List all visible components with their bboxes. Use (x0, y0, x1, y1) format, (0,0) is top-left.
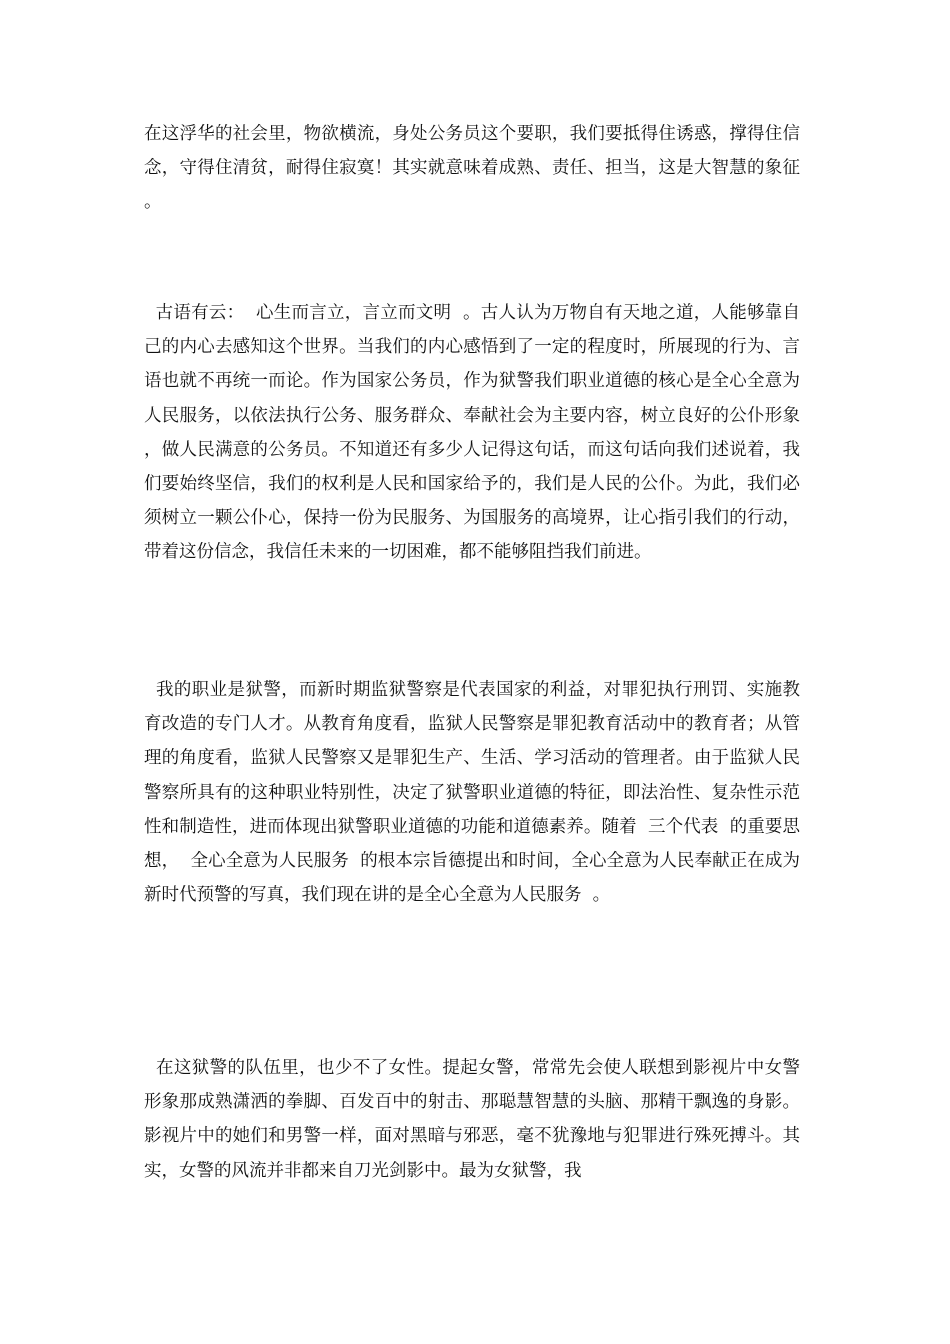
paragraph-ancient-saying: 古语有云： 心生而言立，言立而文明 。古人认为万物自有天地之道，人能够靠自己的内心去感知这个世界。当我们的内心感悟到了一定的程度时，所展现的行为、言语也就不再统一而论。作为国家公务员，作为狱警我们职业道德的核心是全心全意为人民服务，以依法执行公务、服务群众、奉献社会为主要内容，树立良好的公仆形象，做人民满意的公务员。不知道还有多少人记得这句话，而这句话向我们述说着，我们要始终坚信，我们的权利是人民和国家给予的，我们是人民的公仆。为此，我们必须树立一颗公仆心，保持一份为民服务、为国服务的高境界，让心指引我们的行动，带着这份信念，我信任未来的一切困难，都不能够阻挡我们前进。 (144, 303, 800, 563)
paragraph-temptation: 在这浮华的社会里，物欲横流，身处公务员这个要职，我们要抵得住诱惑，撑得住信念，守得住清贫，耐得住寂寞！其实就意味着成熟、责任、担当，这是大智慧的象征。 (144, 124, 800, 213)
paragraph-female-officers: 在这狱警的队伍里，也少不了女性。提起女警，常常先会使人联想到影视片中女警形象那成熟潇洒的拳脚、百发百中的射击、那聪慧智慧的头脑、那精干飘逸的身影。影视片中的她们和男警一样，面对黑暗与邪恶，毫不犹豫地与犯罪进行殊死搏斗。其实，女警的风流并非都来自刀光剑影中。最为女狱警，我 (144, 1058, 800, 1181)
paragraph-prison-officer-profession: 我的职业是狱警，而新时期监狱警察是代表国家的利益，对罪犯执行刑罚、实施教育改造的专门人才。从教育角度看，监狱人民警察是罪犯教育活动中的教育者；从管理的角度看，监狱人民警察又是罪犯生产、生活、学习活动的管理者。由于监狱人民警察所具有的这种职业特别性，决定了狱警职业道德的特征，即法治性、复杂性示范性和制造性，进而体现出狱警职业道德的功能和道德素养。随着 三个代表 的重要思想， 全心全意为人民服务 的根本宗旨德提出和时间，全心全意为人民奉献正在成为新时代预警的写真，我们现在讲的是全心全意为人民服务 。 (144, 680, 800, 906)
